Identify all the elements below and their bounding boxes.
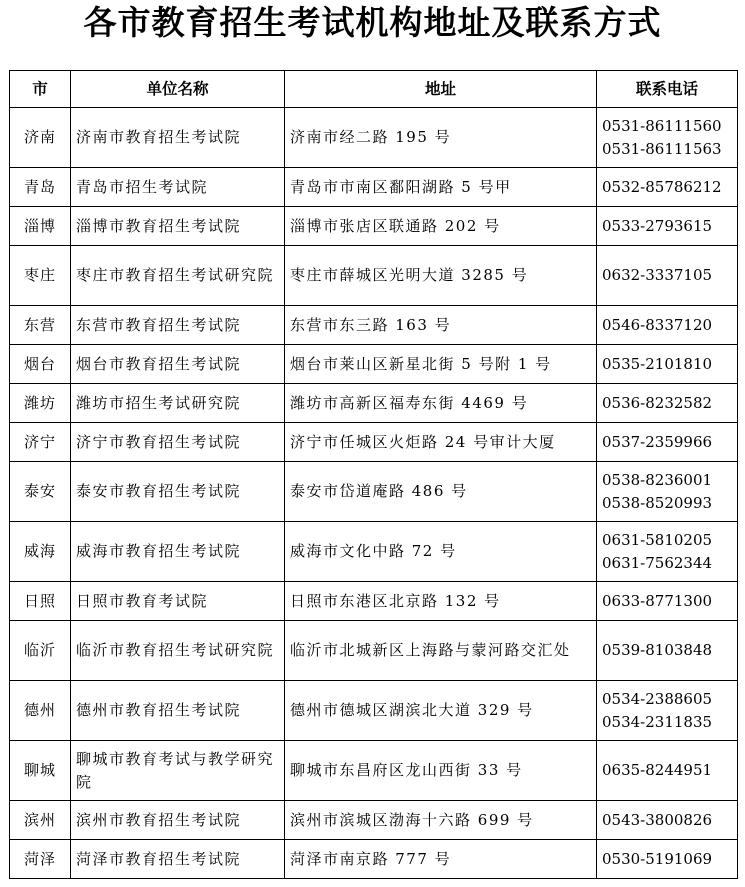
address-cell: 潍坊市高新区福寿东街 4469 号: [285, 384, 597, 423]
unit-name-cell: 临沂市教育招生考试研究院: [71, 621, 285, 681]
table-body: [10, 108, 738, 879]
phone-cell: [597, 108, 738, 168]
phone-number: 0534-2388605: [602, 689, 713, 708]
phone-number: 0531-86111560: [602, 116, 722, 135]
phone-number: 0535-2101810: [602, 354, 713, 373]
unit-name-cell: 枣庄市教育招生考试研究院: [71, 246, 285, 306]
unit-name-cell: 烟台市教育招生考试院: [71, 345, 285, 384]
unit-name-cell: 日照市教育考试院: [71, 582, 285, 621]
phone-number: 0536-8232582: [602, 393, 713, 412]
city-cell: 菏泽: [10, 840, 71, 879]
phone-cell: [597, 207, 738, 246]
unit-name-cell: 菏泽市教育招生考试院: [71, 840, 285, 879]
table-row: [10, 207, 738, 246]
unit-name-cell: 德州市教育招生考试院: [71, 681, 285, 741]
city-cell: 淄博: [10, 207, 71, 246]
table-row: [10, 801, 738, 840]
table-row: [10, 345, 738, 384]
table-row: [10, 246, 738, 306]
city-cell: 临沂: [10, 621, 71, 681]
city-cell: 枣庄: [10, 246, 71, 306]
phone-cell: [597, 840, 738, 879]
table-row: [10, 108, 738, 168]
table-row: [10, 168, 738, 207]
table-row: [10, 741, 738, 801]
phone-number: 0534-2311835: [602, 712, 713, 731]
table-row: [10, 522, 738, 582]
city-cell: 威海: [10, 522, 71, 582]
header-city: 市: [10, 71, 71, 108]
unit-name-cell: 滨州市教育招生考试院: [71, 801, 285, 840]
header-address: 地址: [285, 71, 597, 108]
phone-cell: [597, 345, 738, 384]
phone-cell: [597, 423, 738, 462]
phone-cell: [597, 384, 738, 423]
unit-name-cell: 威海市教育招生考试院: [71, 522, 285, 582]
phone-number: 0531-86111563: [602, 139, 722, 158]
table-header-row: [10, 71, 738, 108]
header-phone: 联系电话: [597, 71, 738, 108]
city-cell: 东营: [10, 306, 71, 345]
phone-number: 0633-8771300: [602, 591, 713, 610]
city-cell: 青岛: [10, 168, 71, 207]
address-cell: 济南市经二路 195 号: [285, 108, 597, 168]
phone-number: 0538-8236001: [602, 470, 713, 489]
city-cell: 日照: [10, 582, 71, 621]
unit-name-cell: 淄博市教育招生考试院: [71, 207, 285, 246]
unit-name-cell: 聊城市教育考试与教学研究院: [71, 741, 285, 801]
phone-number: 0632-3337105: [602, 266, 713, 284]
address-cell: 枣庄市薛城区光明大道 3285 号: [285, 246, 597, 306]
address-cell: 临沂市北城新区上海路与蒙河路交汇处: [285, 621, 597, 681]
city-cell: 德州: [10, 681, 71, 741]
table-row: [10, 423, 738, 462]
phone-cell: [597, 741, 738, 801]
address-cell: 聊城市东昌府区龙山西街 33 号: [285, 741, 597, 801]
table-row: [10, 840, 738, 879]
unit-name-cell: 济南市教育招生考试院: [71, 108, 285, 168]
phone-number: 0539-8103848: [602, 641, 713, 659]
city-cell: 聊城: [10, 741, 71, 801]
unit-name-cell: 济宁市教育招生考试院: [71, 423, 285, 462]
page-title: 各市教育招生考试机构地址及联系方式: [83, 3, 662, 42]
phone-number: 0530-5191069: [602, 849, 713, 868]
phone-number: 0631-7562344: [602, 553, 713, 572]
address-cell: 烟台市莱山区新星北街 5 号附 1 号: [285, 345, 597, 384]
unit-name-cell: 东营市教育招生考试院: [71, 306, 285, 345]
address-cell: 滨州市滨城区渤海十六路 699 号: [285, 801, 597, 840]
table-row: [10, 621, 738, 681]
header-unit-name: 单位名称: [71, 71, 285, 108]
phone-cell: [597, 522, 738, 582]
phone-number: 0543-3800826: [602, 810, 713, 829]
unit-name-cell: 潍坊市招生考试研究院: [71, 384, 285, 423]
phone-number: 0532-85786212: [602, 177, 722, 196]
phone-cell: [597, 801, 738, 840]
address-cell: 淄博市张店区联通路 202 号: [285, 207, 597, 246]
phone-number: 0533-2793615: [602, 216, 713, 235]
table-row: [10, 306, 738, 345]
city-cell: 济南: [10, 108, 71, 168]
phone-cell: [597, 681, 738, 741]
phone-number: 0537-2359966: [602, 432, 713, 451]
address-cell: 泰安市岱道庵路 486 号: [285, 462, 597, 522]
phone-cell: [597, 462, 738, 522]
address-cell: 日照市东港区北京路 132 号: [285, 582, 597, 621]
table-row: [10, 462, 738, 522]
address-cell: 德州市德城区湖滨北大道 329 号: [285, 681, 597, 741]
contacts-table: [9, 70, 738, 879]
city-cell: 烟台: [10, 345, 71, 384]
phone-cell: [597, 306, 738, 345]
city-cell: 潍坊: [10, 384, 71, 423]
phone-cell: [597, 246, 738, 306]
phone-cell: [597, 582, 738, 621]
address-cell: 威海市文化中路 72 号: [285, 522, 597, 582]
city-cell: 滨州: [10, 801, 71, 840]
city-cell: 济宁: [10, 423, 71, 462]
address-cell: 青岛市市南区鄱阳湖路 5 号甲: [285, 168, 597, 207]
address-cell: 东营市东三路 163 号: [285, 306, 597, 345]
phone-number: 0635-8244951: [602, 761, 713, 779]
unit-name-cell: 泰安市教育招生考试院: [71, 462, 285, 522]
phone-cell: [597, 621, 738, 681]
address-cell: 济宁市任城区火炬路 24 号审计大厦: [285, 423, 597, 462]
table-row: [10, 582, 738, 621]
city-cell: 泰安: [10, 462, 71, 522]
phone-number: 0631-5810205: [602, 530, 713, 549]
phone-number: 0546-8337120: [602, 315, 713, 334]
address-cell: 菏泽市南京路 777 号: [285, 840, 597, 879]
table-row: [10, 384, 738, 423]
phone-number: 0538-8520993: [602, 493, 713, 512]
unit-name-cell: 青岛市招生考试院: [71, 168, 285, 207]
table-row: [10, 681, 738, 741]
phone-cell: [597, 168, 738, 207]
